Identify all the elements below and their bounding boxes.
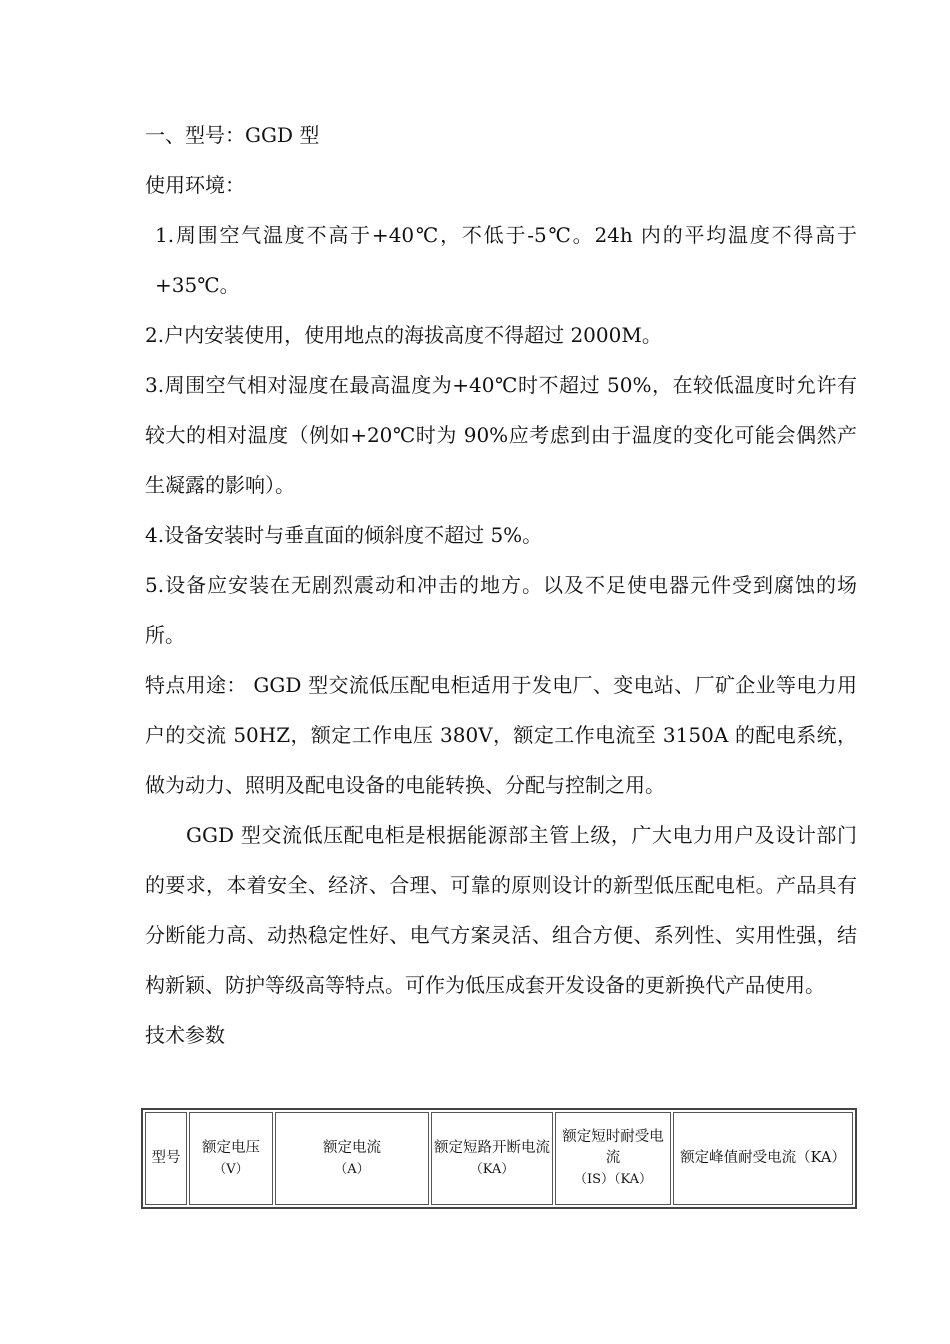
environment-title: 使用环境： bbox=[145, 173, 245, 197]
tech-params-title: 技术参数 bbox=[145, 1023, 225, 1047]
tech-params-table bbox=[141, 1108, 857, 1209]
col-model: 型号 bbox=[145, 1112, 187, 1205]
col-breaking-current: 额定短路开断电流 （KA） bbox=[431, 1112, 553, 1205]
col-rated-voltage: 额定电压 （V） bbox=[189, 1112, 273, 1205]
model-heading: 一、型号：GGD 型 bbox=[145, 123, 320, 147]
document-body bbox=[145, 110, 857, 1060]
environment-item: 5.设备应安装在无剧烈震动和冲击的地方。以及不足使电器元件受到腐蚀的场所。 bbox=[145, 573, 857, 647]
features-paragraph: 特点用途： GGD 型交流低压配电柜适用于发电厂、变电站、厂矿企业等电力用户的交流 50HZ，额定工作电压 380V，额定工作电流至 3150A 的配电系统，做为动力、照明及配电设备的电能转换、分配与控制之用。 bbox=[145, 673, 857, 797]
environment-item: 2.户内安装使用，使用地点的海拔高度不得超过 2000M。 bbox=[145, 323, 662, 347]
table-header-row bbox=[145, 1112, 853, 1205]
description-paragraph: GGD 型交流低压配电柜是根据能源部主管上级，广大电力用户及设计部门的要求，本着安全、经济、合理、可靠的原则设计的新型低压配电柜。产品具有分断能力高、动热稳定性好、电气方案灵活、组合方便、系列性、实用性强，结构新颖、防护等级高等特点。可作为低压成套开发设备的更新换代产品使用。 bbox=[145, 823, 857, 997]
col-rated-current: 额定电流 （A） bbox=[275, 1112, 429, 1205]
environment-item: 3.周围空气相对湿度在最高温度为+40℃时不超过 50%，在较低温度时允许有较大的相对温度（例如+20℃时为 90%应考虑到由于温度的变化可能会偶然产生凝露的影响）。 bbox=[145, 373, 857, 497]
environment-item: 4.设备安装时与垂直面的倾斜度不超过 5%。 bbox=[145, 523, 543, 547]
col-peak-current: 额定峰值耐受电流（KA） bbox=[673, 1112, 853, 1205]
environment-item: 1.周围空气温度不高于+40℃，不低于-5℃。24h 内的平均温度不得高于+35℃。 bbox=[155, 223, 857, 297]
col-short-time-current: 额定短时耐受电流 （IS）（KA） bbox=[555, 1112, 671, 1205]
